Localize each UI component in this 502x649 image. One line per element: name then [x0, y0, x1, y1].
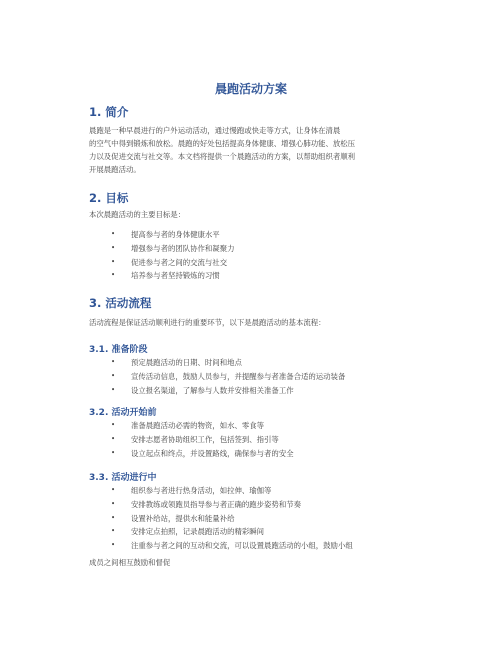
list-item: • 安排教练或领跑员指导参与者正确的跑步姿势和节奏 — [0, 498, 502, 512]
heading-process: 3. 活动流程 — [89, 296, 152, 310]
list-item: • 设立报名渠道，了解参与人数并安排相关准备工作 — [0, 384, 502, 398]
bullet-icon: • — [111, 513, 116, 522]
list-item: • 培养参与者坚持锻炼的习惯 — [0, 269, 502, 283]
intro-line-4: 开展晨跑活动。 — [89, 165, 141, 174]
list-item: • 注重参与者之间的互动和交流，可以设置晨跑活动的小组，鼓励小组 — [0, 539, 502, 553]
bullet-icon: • — [111, 371, 116, 380]
bullet-icon: • — [111, 243, 116, 252]
goals-intro: 本次晨跑活动的主要目标是： — [89, 210, 186, 219]
heading-during: 3.3. 活动进行中 — [89, 473, 157, 483]
process-intro: 活动流程是保证活动顺利进行的重要环节，以下是晨跑活动的基本流程： — [89, 318, 326, 327]
goals-list — [0, 228, 502, 283]
bullet-icon: • — [111, 541, 116, 550]
bullet-icon: • — [111, 358, 116, 366]
bullet-icon: • — [111, 230, 116, 238]
bullet-icon: • — [111, 448, 116, 457]
before-list — [0, 419, 502, 460]
list-item: • 促进参与者之间的交流与社交 — [0, 256, 502, 270]
list-item: • 设置补给站，提供水和能量补给 — [0, 512, 502, 526]
heading-intro: 1. 简介 — [89, 105, 129, 119]
intro-paragraph — [89, 124, 424, 176]
heading-before: 3.2. 活动开始前 — [89, 408, 157, 418]
list-item: • 安排定点拍照，记录晨跑活动的精彩瞬间 — [0, 525, 502, 539]
prep-list — [0, 356, 502, 397]
list-item: • 设立起点和终点，并设置路线，确保参与者的安全 — [0, 447, 502, 461]
bullet-icon: • — [111, 421, 116, 429]
during-list — [0, 484, 502, 553]
bullet-icon: • — [111, 271, 116, 280]
intro-line-1: 晨跑是一种早晨进行的户外运动活动，通过慢跑或快走等方式，让身体在清晨 — [89, 126, 341, 135]
list-item: • 组织参与者进行热身活动，如拉伸、瑜伽等 — [0, 484, 502, 498]
document-title: 晨跑活动方案 — [214, 82, 287, 96]
bullet-icon: • — [111, 486, 116, 494]
bullet-icon: • — [111, 499, 116, 508]
list-item: • 准备晨跑活动必需的物资，如水、零食等 — [0, 419, 502, 433]
list-item: • 增强参与者的团队协作和凝聚力 — [0, 242, 502, 256]
list-item: • 安排志愿者协助组织工作，包括签到、指引等 — [0, 433, 502, 447]
bullet-icon: • — [111, 434, 116, 443]
intro-line-2: 的空气中得到锻炼和放松。晨跑的好处包括提高身体健康、增强心肺功能、放松压 — [89, 139, 356, 148]
intro-line-3: 力以及促进交流与社交等。本文档将提供一个晨跑活动的方案，以帮助组织者顺利 — [89, 152, 356, 161]
list-item: • 提高参与者的身体健康水平 — [0, 228, 502, 242]
during-item-continuation: 成员之间相互鼓励和督促 — [89, 558, 171, 567]
heading-goals: 2. 目标 — [89, 191, 129, 205]
bullet-icon: • — [111, 385, 116, 394]
list-item: • 宣传活动信息，鼓励人员参与，并提醒参与者准备合适的运动装备 — [0, 370, 502, 384]
bullet-icon: • — [111, 257, 116, 266]
bullet-icon: • — [111, 527, 116, 536]
heading-prep: 3.1. 准备阶段 — [89, 345, 148, 355]
list-item: • 预定晨跑活动的日期、时间和地点 — [0, 356, 502, 370]
